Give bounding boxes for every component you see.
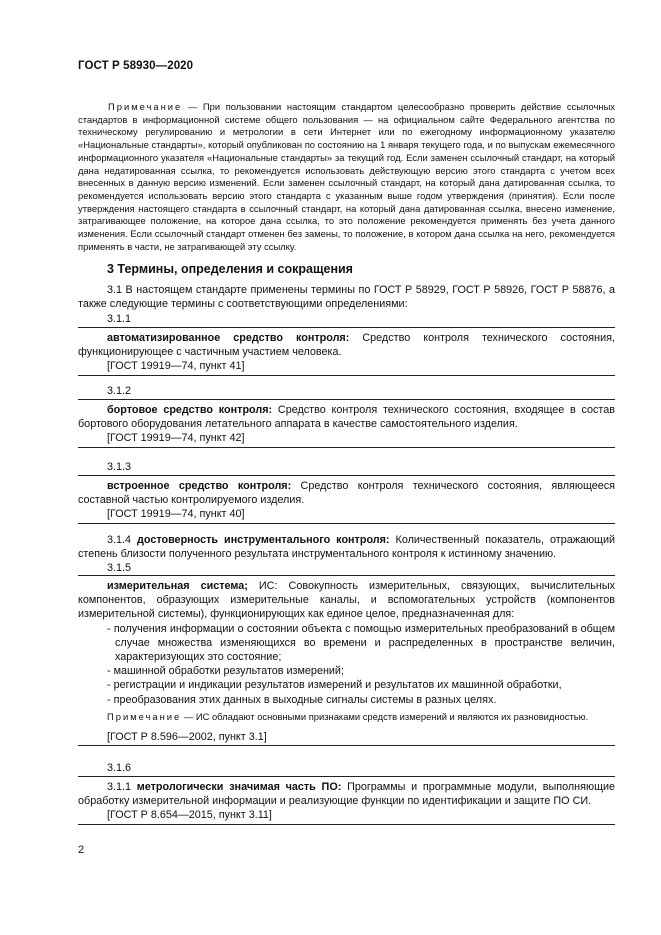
section-title: 3 Термины, определения и сокращения	[107, 262, 353, 276]
term-definition-box	[78, 575, 615, 746]
term-name: встроенное средство контроля:	[107, 480, 292, 492]
term-name: метрологически значимая часть ПО:	[136, 781, 342, 793]
definition-source: [ГОСТ 19919—74, пункт 40]	[107, 508, 245, 521]
term-number: 3.1.5	[107, 562, 132, 574]
definition-text: 3.1.1 метрологически значимая часть ПО: Программы и программные модули, выполняющие обработку измерительной информации и реализующие функции по идентификации и защите ПО СИ.	[78, 781, 615, 808]
term-number: 3.1.6	[107, 762, 132, 774]
term-definition-box	[78, 475, 615, 524]
term-number: 3.1.2	[107, 385, 132, 397]
term-name: достоверность инструментального контроля:	[137, 534, 390, 546]
list-item: - преобразования этих данных в выходные сигналы системы в разных целях.	[107, 693, 497, 706]
list-item: - машинной обработки результатов измерений;	[107, 665, 344, 678]
term-name: измерительная система;	[107, 580, 248, 592]
definition-source: [ГОСТ 19919—74, пункт 42]	[107, 432, 245, 445]
note-label: Примечание	[107, 710, 182, 722]
system-note: Примечание — ИС обладают основными признаками средств измерений и являются их разновидностью.	[107, 710, 589, 722]
definition-text: автоматизированное средство контроля: Средство контроля технического состояния, функционирующее с частичным участием человека.	[78, 332, 615, 359]
definition-source: [ГОСТ Р 8.596—2002, пункт 3.1]	[107, 730, 267, 743]
term-number: 3.1.4	[107, 534, 132, 546]
definition-text: бортовое средство контроля: Средство контроля технического состояния, входящее в состав бортового оборудования летательного аппарата в качестве самостоятельного изделия.	[78, 404, 615, 431]
note-label: Примечание	[108, 101, 183, 112]
definition-source: [ГОСТ 19919—74, пункт 41]	[107, 360, 245, 373]
term-definition-box	[78, 327, 615, 376]
page-number: 2	[78, 844, 85, 856]
document-header: ГОСТ Р 58930—2020	[78, 60, 194, 72]
definition-source: [ГОСТ Р 8.654—2015, пункт 3.11]	[107, 809, 272, 822]
term-definition-box	[78, 776, 615, 825]
note-text: — При пользовании настоящим стандартом целесообразно проверить действие ссылочных стандартов в информационной системе общего пользования — на официальном сайте Федерального агентства по техническому регулированию и метрологии в сети Интернет или по ежегодному информационному указателю «Национальные стандарты», который опубликован по состоянию на 1 января текущего года, и по выпускам ежемесячного информационного указателя «Национальные стандарты» за текущий год. Если заменен ссылочный стандарт, на который дана недатированная ссылка, то рекомендуется использовать действующую версию этого стандарта с учетом всех внесенных в данную версию изменений. Если заменен ссылочный стандарт, на который дана датированная ссылка, то рекомендуется использовать версию этого стандарта с указанным выше годом утверждения (принятия). Если после утверждения настоящего стандарта в ссылочный стандарт, на который дана датированная ссылка, внесено изменение, затрагивающее положение, на которое дана ссылка, то это положение рекомендуется применять без учета данного изменения. Если ссылочный стандарт отменен без замены, то положение, в котором дана ссылка на него, рекомендуется применять в части, не затрагивающей эту ссылку.	[78, 101, 615, 252]
reference-note	[78, 101, 615, 253]
term-3-1-4: 3.1.4 достоверность инструментального контроля: Количественный показатель, отражающий степень близости полученного результата инструментального контроля к истинному значению.	[78, 534, 616, 561]
intro-paragraph: 3.1 В настоящем стандарте применены термины по ГОСТ Р 58929, ГОСТ Р 58926, ГОСТ Р 58876, а также следующие термины с соответствующими определениями:	[78, 284, 615, 311]
term-number: 3.1.3	[107, 461, 132, 473]
definition-text: измерительная система; ИС: Совокупность измерительных, связующих, вычислительных компонентов, образующих измерительные каналы, и вспомогательных устройств (компонентов измерительной системы), функционирующих как единое целое, предназначенная для:	[78, 580, 615, 621]
term-number: 3.1.1	[107, 313, 132, 325]
list-item: - регистрации и индикации результатов измерений и результатов их машинной обработки,	[107, 679, 562, 692]
term-name: бортовое средство контроля:	[107, 404, 273, 416]
definition-text: встроенное средство контроля: Средство контроля технического состояния, являющееся составной частью контролируемого изделия.	[78, 480, 615, 507]
term-definition-box	[78, 399, 615, 448]
list-item: - получения информации о состоянии объекта с помощью измерительных преобразований в общем случае множества изменяющихся во времени и распределенных в пространстве величин, характеризующих это состояние;	[107, 622, 615, 664]
term-name: автоматизированное средство контроля:	[107, 332, 350, 344]
